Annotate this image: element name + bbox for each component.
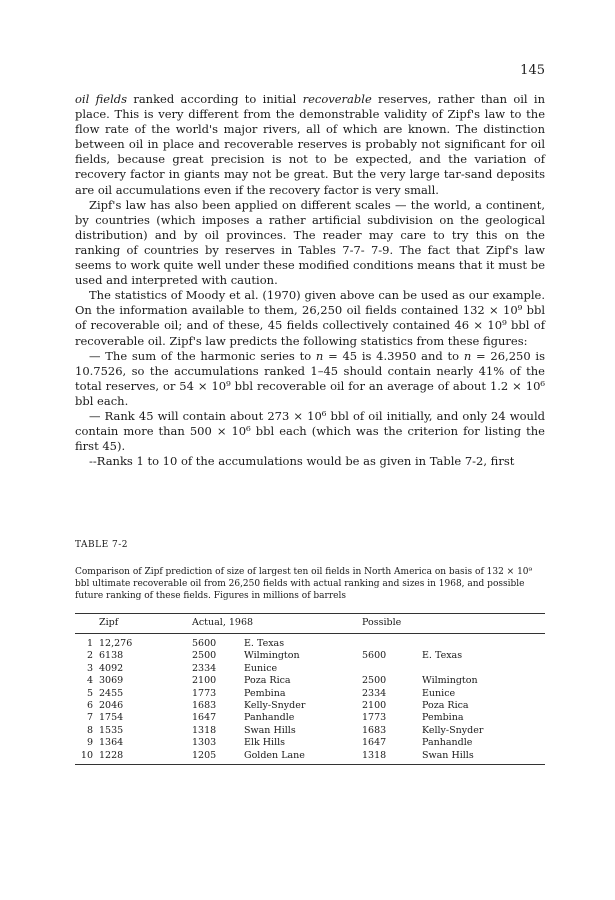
actual-value-cell: 1303 xyxy=(192,737,217,749)
possible-name-cell xyxy=(422,662,545,674)
rank-cell: 4 xyxy=(86,675,93,687)
zipf-cell: 1228 xyxy=(99,749,192,764)
actual-name-cell: Eunice xyxy=(244,662,278,674)
rank-cell: 2 xyxy=(86,650,93,662)
possible-name-cell: Eunice xyxy=(422,687,456,699)
actual-value-cell: 1773 xyxy=(192,687,217,699)
zipf-cell: 1754 xyxy=(99,712,124,724)
actual-value-cell: 2100 xyxy=(192,675,217,687)
zipf-cell: 2455 xyxy=(99,687,124,699)
body-text xyxy=(75,92,545,469)
possible-value-cell xyxy=(362,662,422,674)
actual-value-cell: 1318 xyxy=(192,724,217,736)
actual-value-cell: 5600 xyxy=(192,638,217,649)
data-table xyxy=(75,613,545,765)
table-row xyxy=(75,749,545,764)
zipf-cell: 12,276 xyxy=(99,638,133,649)
possible-name-cell xyxy=(422,634,545,650)
possible-value-cell: 2100 xyxy=(362,700,387,712)
zipf-cell: 4092 xyxy=(99,662,124,674)
actual-name-cell: Golden Lane xyxy=(244,749,362,764)
paragraph: — The sum of the harmonic series to n = 45 is 4.3950 and to n = 26,250 is 10.7526, so the accumulations ranked 1–45 should contain nearly 41% of the total reserves, or 54 × 10⁹ bbl recoverable oil for an average of about 1.2 × 10⁶ bbl each. xyxy=(75,348,545,408)
rank-cell: 1 xyxy=(86,638,93,649)
actual-name-cell: Pembina xyxy=(244,687,286,699)
zipf-cell: 1364 xyxy=(99,737,124,749)
table-body xyxy=(75,634,545,765)
paragraph: Zipf's law has also been applied on different scales — the world, a continent, by countries (which imposes a rather artificial subdivision on the geological distribution) and by oil provinces. The reader may care to try this on the ranking of countries by reserves in Tables 7-7- 7-9. The fact that Zipf's law seems to work quite well under these modified conditions means that it must be used and interpreted with caution. xyxy=(75,197,545,288)
zipf-cell: 2046 xyxy=(99,700,124,712)
actual-name-cell: Swan Hills xyxy=(244,724,296,736)
actual-name-cell: Wilmington xyxy=(244,650,300,662)
rank-cell: 3 xyxy=(86,662,93,674)
table-row xyxy=(75,737,545,749)
possible-name-cell: Pembina xyxy=(422,712,464,724)
rank-cell: 5 xyxy=(86,687,93,699)
actual-value-cell: 2334 xyxy=(192,662,217,674)
rank-cell: 10 xyxy=(75,749,99,764)
possible-name-cell: Swan Hills xyxy=(422,749,545,764)
possible-value-cell: 2334 xyxy=(362,687,387,699)
page-number: 145 xyxy=(520,63,545,78)
zipf-cell: 3069 xyxy=(99,675,124,687)
zipf-cell: 6138 xyxy=(99,650,124,662)
paragraph: — Rank 45 will contain about 273 × 10⁶ bbl of oil initially, and only 24 would contain more than 500 × 10⁶ bbl each (which was the criterion for listing the first 45). xyxy=(75,408,545,454)
rank-cell: 8 xyxy=(86,724,93,736)
possible-value-cell: 1647 xyxy=(362,737,387,749)
header-actual: Actual, 1968 xyxy=(192,614,362,634)
possible-name-cell: Poza Rica xyxy=(422,700,469,712)
possible-value-cell: 1773 xyxy=(362,712,387,724)
possible-value-cell: 5600 xyxy=(362,650,387,662)
table-row xyxy=(75,662,545,674)
table-caption: Comparison of Zipf prediction of size of largest ten oil fields in North America on basis of 132 × 10⁹ bbl ultimate recoverable oil from 26,250 fields with actual ranking and sizes in 1968, and possible future ranking of these fields. Figures in millions of barrels xyxy=(75,567,533,601)
actual-value-cell: 1205 xyxy=(192,749,244,764)
possible-name-cell: Panhandle xyxy=(422,737,473,749)
actual-value-cell: 1647 xyxy=(192,712,217,724)
possible-value-cell: 2500 xyxy=(362,675,387,687)
actual-name-cell: Poza Rica xyxy=(244,675,291,687)
table-row xyxy=(75,700,545,712)
rank-cell: 6 xyxy=(86,700,93,712)
possible-name-cell: Wilmington xyxy=(422,675,478,687)
paragraph: --Ranks 1 to 10 of the accumulations would be as given in Table 7-2, first xyxy=(89,454,515,469)
actual-name-cell: Elk Hills xyxy=(244,737,286,749)
table-header-row xyxy=(75,614,545,634)
paragraph: The statistics of Moody et al. (1970) given above can be used as our example. On the information available to them, 26,250 oil fields contained 132 × 10⁹ bbl of recoverable oil; and of these, 45 fields collectively contained 46 × 10⁹ bbl of recoverable oil. Zipf's law predicts the following statistics from these figures: xyxy=(75,288,545,348)
rank-cell: 9 xyxy=(86,737,93,749)
table-row xyxy=(75,724,545,736)
possible-name-cell: Kelly-Snyder xyxy=(422,724,484,736)
table-row xyxy=(75,634,545,650)
actual-value-cell: 1683 xyxy=(192,700,217,712)
table-label: TABLE 7-2 xyxy=(75,540,129,550)
possible-name-cell: E. Texas xyxy=(422,650,463,662)
actual-name-cell: E. Texas xyxy=(244,638,285,649)
table-row xyxy=(75,650,545,662)
actual-value-cell: 2500 xyxy=(192,650,217,662)
paragraph: oil fields ranked according to initial recoverable reserves, rather than oil in place. This is very different from the demonstrable validity of Zipf's law to the flow rate of the world's major rivers, all of which are known. The distinction between oil in place and recoverable reserves is probably not significant for oil fields, because great precision is not to be expected, and the variation of recovery factor in giants may not be great. But the very large tar-sand deposits are oil accumulations even if the recovery factor is very small. xyxy=(75,92,546,197)
zipf-cell: 1535 xyxy=(99,724,124,736)
rank-cell: 7 xyxy=(86,712,93,724)
table-row xyxy=(75,687,545,699)
table-row xyxy=(75,712,545,724)
actual-name-cell: Panhandle xyxy=(244,712,295,724)
table-row xyxy=(75,675,545,687)
possible-value-cell xyxy=(362,634,422,650)
possible-value-cell: 1318 xyxy=(362,749,422,764)
header-zipf: Zipf xyxy=(99,614,192,634)
header-possible: Possible xyxy=(362,614,545,634)
actual-name-cell: Kelly-Snyder xyxy=(244,700,306,712)
possible-value-cell: 1683 xyxy=(362,724,387,736)
